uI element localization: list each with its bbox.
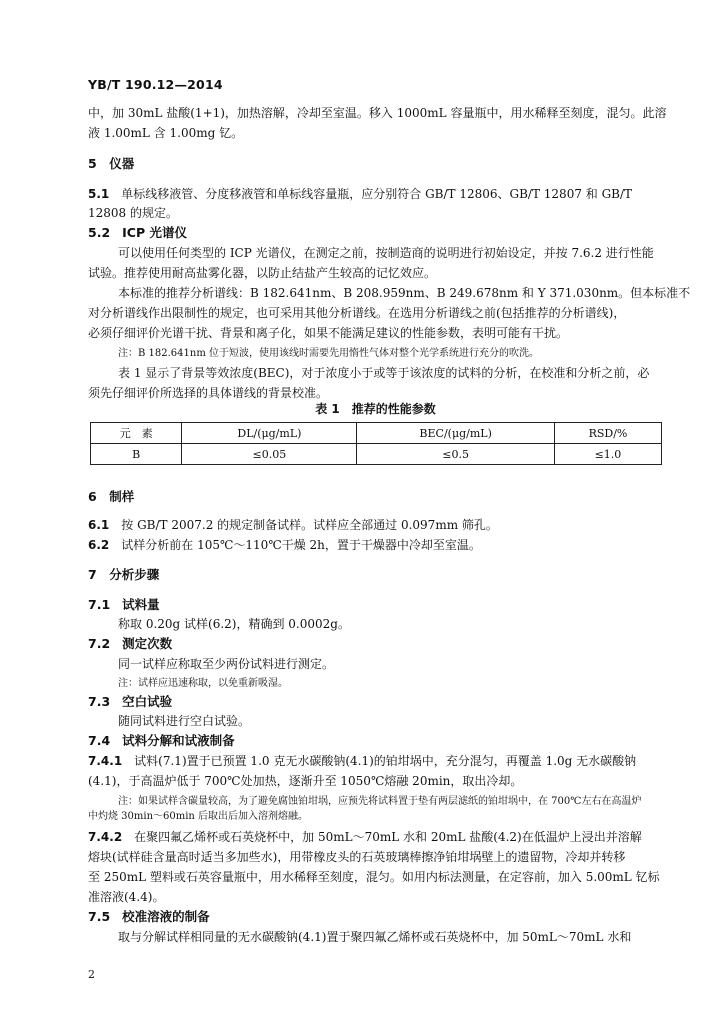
performance-table [90,422,662,465]
note: 注：如果试样含碳量较高，为了避免腐蚀铂坩埚，应预先将试料置于垫有两层滤纸的铂坩埚中，在 700℃左右在高温炉 [118,796,642,807]
table-title: 表 1 推荐的性能参数 [315,402,436,416]
header-element: 元 素 [91,423,182,444]
clause-6-1: 6.1 按 GB/T 2007.2 的规定制备试样。试样应全部通过 0.097mm 筛孔。 [88,518,498,532]
clause-5-1: 5.1 单标线移液管、分度移液管和单标线容量瓶，应分别符合 GB/T 12806、GB/T 12807 和 GB/T [88,187,633,201]
section-heading-5: 5 仪器 [88,156,135,171]
section-heading-6: 6 制样 [88,489,135,504]
body-line: 对分析谱线作出限制性的规定，也可采用其他分析谱线。在选用分析谱线之前(包括推荐的分析谱线)， [88,306,626,320]
body-line: 取与分解试样相同量的无水碳酸钠(4.1)置于聚四氟乙烯杯或石英烧杯中，加 50mL～70mL 水和 [118,930,632,944]
body-line: 可以使用任何类型的 ICP 光谱仪，在测定之前，按制造商的说明进行初始设定，并按 7.6.2 进行性能 [118,246,654,260]
body-line: 试验。推荐使用耐高盐雾化器，以防止结盐产生较高的记忆效应。 [88,266,437,280]
table-header-row [91,423,662,444]
section-heading-7: 7 分析步骤 [88,567,160,582]
body-line: 本标准的推荐分析谱线：B 182.641nm、B 208.959nm、B 249.678nm 和 Y 371.030nm。但本标准不 [118,286,691,300]
standard-number: YB/T 190.12—2014 [88,77,223,92]
clause-5-2-heading: 5.2 ICP 光谱仪 [88,225,187,240]
header-rsd: RSD/% [554,423,661,444]
clause-7-5-heading: 7.5 校准溶液的制备 [88,909,210,924]
cell-dl: ≤0.05 [182,444,357,465]
body-line: 须先仔细评价所选择的具体谱线的背景校准。 [88,386,329,400]
clause-7-4-heading: 7.4 试料分解和试液制备 [88,733,235,748]
note: 注：B 182.641nm 位于短波，使用该线时需要先用惰性气体对整个光学系统进行充分的吹洗。 [118,348,539,359]
cell-rsd: ≤1.0 [554,444,661,465]
note: 注：试样应迅速称取，以免重新吸湿。 [118,678,288,689]
clause-number: 5.1 [88,187,110,201]
body-line: 至 250mL 塑料或石英容量瓶中，用水稀释至刻度，混匀。如用内标法测量，在定容前，加入 5.00mL 钇标 [88,870,660,884]
body-line: 同一试样应称取至少两份试料进行测定。 [118,657,335,671]
header-bec: BEC/(μg/mL) [357,423,555,444]
body-line: 随同试料进行空白试验。 [118,714,251,728]
body-line: 中，加 30mL 盐酸(1+1)，加热溶解，冷却至室温。移入 1000mL 容量瓶中，用水稀释至刻度，混匀。此溶 [88,106,667,120]
body-line: 表 1 显示了背景等效浓度(BEC)，对于浓度小于或等于该浓度的试料的分析，在校准和分析之前，必 [118,366,650,380]
clause-7-1-heading: 7.1 试料量 [88,597,160,612]
clause-7-4-2: 7.4.2 在聚四氟乙烯杯或石英烧杯中，加 50mL～70mL 水和 20mL 盐酸(4.2)在低温炉上浸出并溶解 [88,830,642,844]
page-number: 2 [88,968,95,981]
body-line: 熔块(试样硅含量高时适当多加些水)，用带橡皮头的石英玻璃棒擦净铂坩埚壁上的遗留物，冷却并转移 [88,850,626,864]
note: 中灼烧 30min～60min 后取出后加入溶剂熔融。 [88,811,309,822]
body-line: 称取 0.20g 试样(6.2)，精确到 0.0002g。 [118,617,350,631]
body-line: 液 1.00mL 含 1.00mg 钇。 [88,126,244,140]
body-line: 准溶液(4.4)。 [88,890,165,904]
header-dl: DL/(μg/mL) [182,423,357,444]
body-line: 必须仔细评价光谱干扰、背景和离子化，如果不能满足建议的性能参数，表明可能有干扰。 [88,326,569,340]
table-row [91,444,662,465]
cell-bec: ≤0.5 [357,444,555,465]
clause-7-2-heading: 7.2 测定次数 [88,636,173,651]
body-line: (4.1)，于高温炉低于 700℃处加热，逐渐升至 1050℃熔融 20min，取出冷却。 [88,774,523,788]
clause-7-3-heading: 7.3 空白试验 [88,694,173,709]
clause-6-2: 6.2 试样分析前在 105℃～110℃干燥 2h，置于干燥器中冷却至室温。 [88,538,481,552]
cell-element: B [91,444,182,465]
clause-7-4-1: 7.4.1 试料(7.1)置于已预置 1.0 克无水碳酸钠(4.1)的铂坩埚中，充分混匀，再覆盖 1.0g 无水碳酸钠 [88,754,637,768]
body-line: 12808 的规定。 [88,206,178,220]
